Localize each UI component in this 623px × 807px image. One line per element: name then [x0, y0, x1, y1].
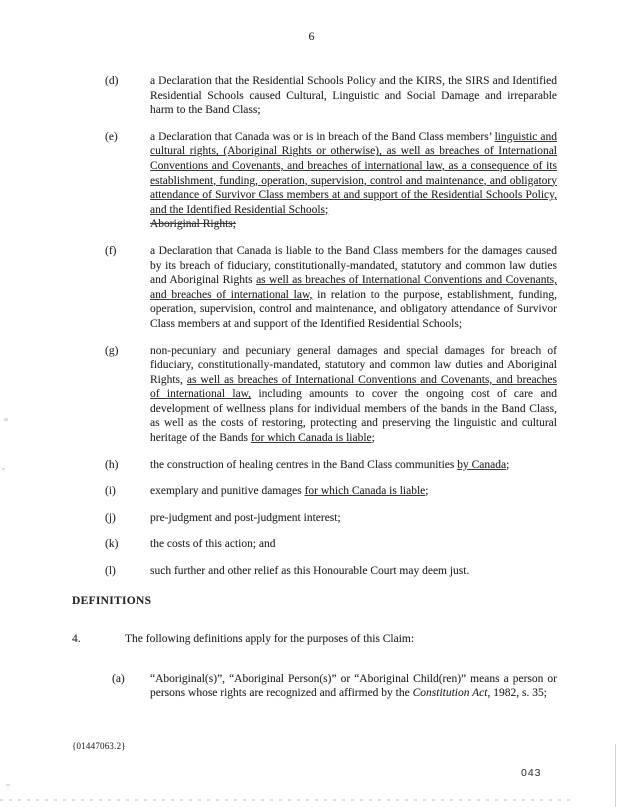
- item-label: (k): [105, 538, 119, 551]
- item-label: (l): [105, 565, 116, 578]
- text-run: “Aboriginal(s)”, “Aboriginal Person(s)” or “Aboriginal Child(ren)” means a person or persons whose rights are recognized and affirmed by the: [150, 672, 557, 700]
- definition-items-list: [0, 672, 623, 701]
- scan-edge-right: [615, 744, 616, 807]
- relief-item: [105, 484, 623, 499]
- item-label: (f): [105, 244, 117, 257]
- item-text: [150, 458, 557, 473]
- page-content: [0, 74, 623, 713]
- item-label: (h): [105, 458, 119, 471]
- text-run: a Declaration that Canada is liable to the Band Class members for the damages caused by its breach of fiduciary, constitutionally-mandated, statutory and common law duties and Aboriginal Rights: [150, 244, 557, 287]
- item-text: [150, 511, 557, 526]
- text-run: ;: [425, 485, 429, 498]
- scan-edge-bottom: [0, 799, 572, 801]
- relief-item: [105, 344, 623, 446]
- item-text: [150, 564, 557, 579]
- scan-speck: [2, 468, 5, 470]
- item-text: [150, 344, 557, 446]
- text-run: for which Canada is liable: [304, 485, 426, 498]
- text-run: pre-judgment and post-judgment interest;: [150, 511, 341, 524]
- text-run: the costs of this action; and: [150, 538, 276, 551]
- relief-item: [105, 458, 623, 473]
- text-run: a Declaration that the Residential Schools Policy and the KIRS, the SIRS and Identified Residential Schools caused Cultural, Linguistic and Social Damage and irreparable harm to the Band Class;: [150, 75, 557, 117]
- item-text: [150, 74, 557, 118]
- item-label: (d): [105, 75, 119, 87]
- scan-speck: [6, 784, 10, 786]
- item-label: (e): [105, 130, 118, 143]
- text-run: as well as breaches of International Conventions and Covenants, and breaches of international law,: [150, 373, 557, 401]
- definitions-heading: DEFINITIONS: [72, 594, 152, 607]
- text-run: in relation to the purpose, establishment, funding, operation, supervision, control and maintenance, and obligatory attendance of Survivor Class members at and support of the Identified Residential Schools;: [150, 288, 557, 330]
- text-run: a Declaration that Canada was or is in breach of the Band Class members’: [150, 130, 495, 143]
- text-run: for which Canada is liable: [250, 432, 372, 445]
- text-run: by Canada: [457, 458, 507, 471]
- relief-item: [105, 74, 623, 118]
- text-run: the construction of healing centres in the Band Class communities: [150, 458, 458, 471]
- text-run: including amounts to cover the ongoing cost of care and development of wellness plans for individual members of the bands in the Band Class, as well as the costs of restoring, protecting and preserving the linguistic and cultural heritage of the Bands: [150, 388, 557, 445]
- relief-item: [105, 244, 623, 332]
- relief-item: [105, 511, 623, 526]
- item-label: (a): [112, 672, 125, 685]
- item-text: [150, 484, 557, 499]
- numbered-paragraph: [72, 632, 623, 647]
- scan-speck: [4, 418, 8, 421]
- text-run: linguistic and cultural rights, (Aboriginal Rights or otherwise), as well as breaches of International Conventions and Covenants, and breaches of international law, as a consequence of its establishment, funding, operation, supervision, control and maintenance, and obligatory attendance of Survivor Class members at and support of the Residential Schools Policy, and the Identified Residential Schools;: [150, 130, 557, 216]
- relief-items-list: [0, 74, 623, 579]
- text-run: Aboriginal Rights;: [150, 218, 236, 231]
- text-run: non-pecuniary and pecuniary general damages and special damages for breach of fiduciary, constitutionally-mandated, statutory and common law duties and Aboriginal Rights,: [150, 344, 557, 386]
- text-run: exemplary and punitive damages: [150, 485, 305, 498]
- text-run: ;: [371, 432, 375, 445]
- bates-stamp: 043: [521, 767, 542, 779]
- item-text: [150, 244, 557, 332]
- paragraph-text: The following definitions apply for the purposes of this Claim:: [125, 633, 415, 646]
- definition-item: [112, 672, 623, 701]
- page-number: 6: [308, 29, 315, 43]
- relief-item: [105, 130, 623, 232]
- item-text: [150, 672, 557, 701]
- item-label: (i): [105, 485, 116, 498]
- item-label: (g): [105, 344, 119, 357]
- item-label: (j): [105, 511, 116, 524]
- text-run: , 1982, s. 35;: [487, 687, 547, 700]
- relief-item: [105, 564, 623, 579]
- paragraph-number: 4.: [72, 633, 81, 646]
- item-text: [150, 130, 557, 232]
- text-run: ;: [506, 458, 510, 471]
- text-run: Constitution Act: [412, 687, 488, 700]
- text-run: such further and other relief as this Honourable Court may deem just.: [150, 565, 470, 578]
- relief-item: [105, 537, 623, 552]
- footer-docket-number: {01447063.2}: [72, 741, 126, 751]
- text-run: as well as breaches of International Conventions and Covenants, and breaches of international law,: [150, 274, 557, 301]
- item-text: [150, 537, 557, 552]
